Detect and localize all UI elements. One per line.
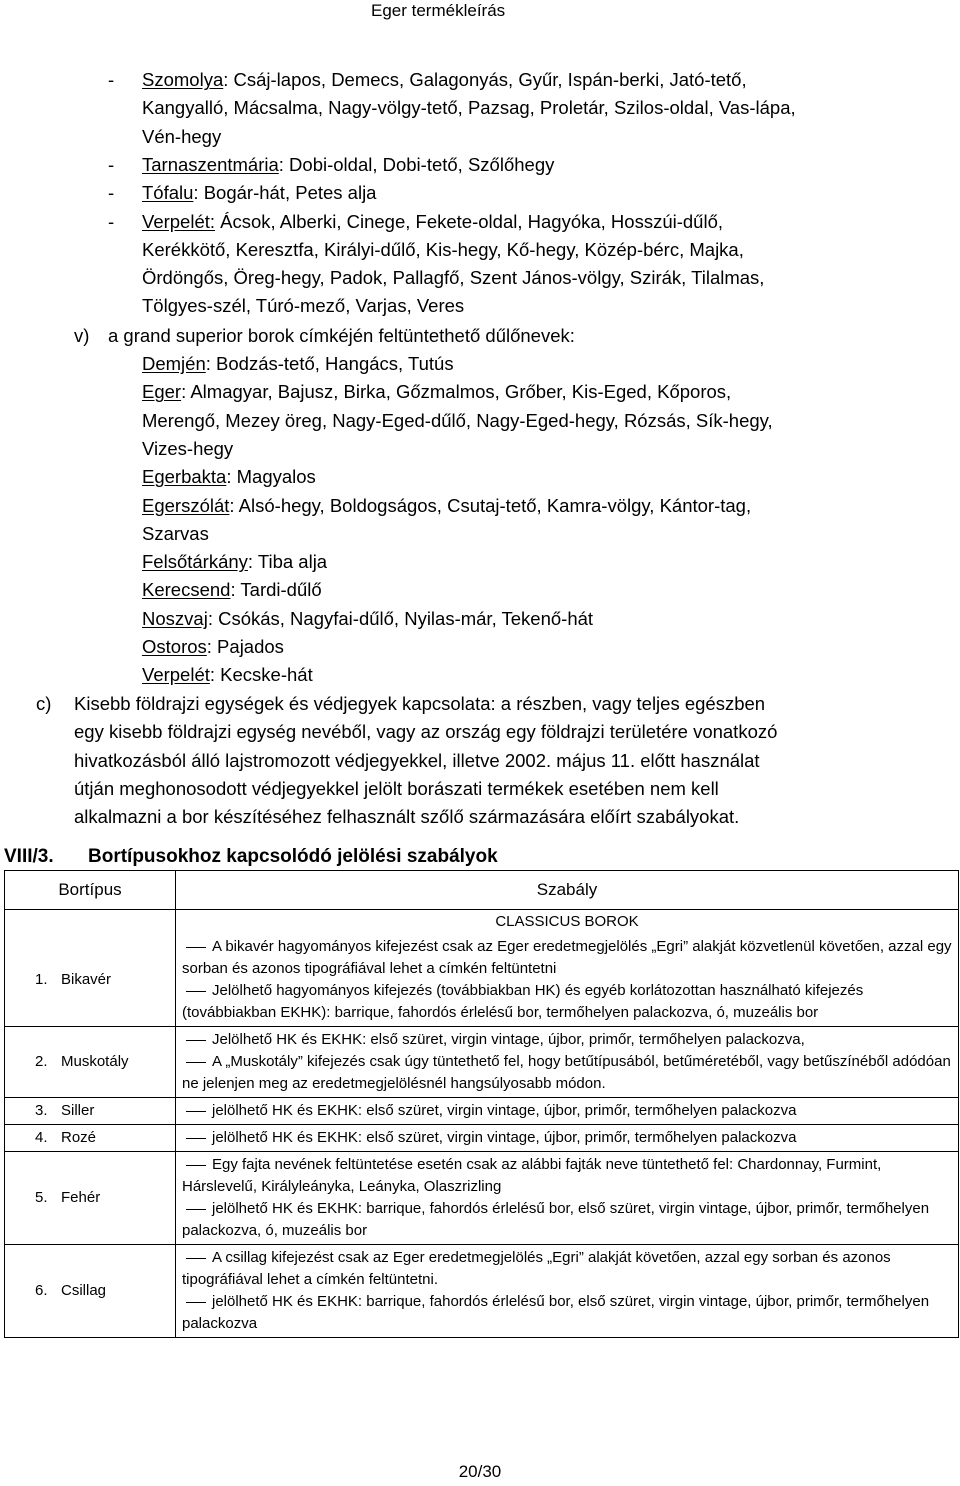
rule-text: jelölhető HK és EKHK: barrique, fahordós érlelésű bor, első szüret, virgin vintage, újbor, primőr, termőhelyen palackozva, ó, muzeális bor: [182, 1200, 930, 1239]
section-c-line: alkalmazni a bor készítéséhez felhasznált szőlő származására előírt szabályokat.: [74, 806, 740, 828]
list-line: [142, 153, 554, 177]
grand-line: [142, 578, 322, 602]
table-row: [5, 1125, 959, 1152]
wine-type-name: Fehér: [61, 1189, 101, 1206]
grand-line: [142, 352, 454, 376]
section-c-line: egy kisebb földrajzi egység nevéből, vagy az ország egy földrajzi területére vonatkozó: [74, 721, 778, 743]
list-dash: -: [108, 210, 115, 232]
dash-bullet-icon: [186, 1209, 206, 1210]
wine-type-cell: [5, 1245, 176, 1338]
rule-text: Egy fajta nevének feltüntetése esetén csak az alábbi fajták neve tüntethető fel: Chardonnay, Furmint, Hárslevelű, Királyleányka, Leányka, Olaszrizling: [182, 1156, 882, 1195]
rule-text: jelölhető HK és EKHK: első szüret, virgin vintage, újbor, primőr, termőhelyen palackozva: [212, 1129, 797, 1146]
dash-bullet-icon: [186, 1302, 206, 1303]
dash-bullet-icon: [186, 947, 206, 948]
grand-text: : Almagyar, Bajusz, Birka, Gőzmalmos, Grőber, Kis-Eged, Kőporos,: [181, 381, 732, 403]
rule-cell: [176, 1152, 959, 1245]
rule-item: [182, 1291, 952, 1335]
place-name: Kerecsend: [142, 579, 231, 601]
dash-bullet-icon: [186, 1258, 206, 1259]
list-line: [142, 294, 464, 318]
wine-type-cell: [5, 934, 176, 1027]
rule-cell: [176, 1125, 959, 1152]
grand-line: [142, 409, 773, 433]
grand-line: [142, 380, 731, 404]
grand-text: Szarvas: [142, 522, 209, 544]
list-line: [142, 210, 723, 234]
rule-item: [182, 1127, 952, 1149]
wine-type-number: 4.: [35, 1129, 48, 1146]
list-line: [142, 266, 764, 290]
dash-bullet-icon: [186, 1062, 206, 1063]
wine-type-name: Siller: [61, 1102, 95, 1119]
list-text: Tölgyes-szél, Túró-mező, Varjas, Veres: [142, 295, 465, 317]
section-title: Bortípusokhoz kapcsolódó jelölési szabályok: [88, 846, 498, 867]
list-line: [142, 68, 747, 92]
grand-line: [142, 607, 593, 631]
list-line: [142, 96, 796, 120]
list-text: Ácsok, Alberki, Cinege, Fekete-oldal, Hagyóka, Hosszúi-dűlő,: [215, 210, 723, 232]
grand-text: : Csókás, Nagyfai-dűlő, Nyilas-már, Tekenő-hát: [207, 607, 594, 629]
section-c-line: útján meghonosodott védjegyekkel jelölt borászati termékek esetében nem kell: [74, 777, 719, 799]
rule-cell: [176, 1027, 959, 1098]
wine-type-rules-table: [4, 870, 959, 1338]
wine-type-number: 5.: [35, 1189, 48, 1206]
rule-cell: [176, 1245, 959, 1338]
classicus-heading: CLASSICUS BOROK: [176, 910, 959, 935]
wine-type-number: 3.: [35, 1102, 48, 1119]
list-text: Vén-hegy: [142, 125, 222, 147]
list-line: [142, 181, 376, 205]
list-dash: -: [108, 182, 115, 204]
place-name: Felsőtárkány: [142, 551, 248, 573]
list-line: [142, 238, 744, 262]
place-name: Tarnaszentmária: [142, 153, 279, 175]
grand-text: : Kecske-hát: [209, 664, 313, 686]
wine-type-number: 2.: [35, 1053, 48, 1070]
dash-bullet-icon: [186, 1138, 206, 1139]
list-text: : Csáj-lapos, Demecs, Galagonyás, Gyűr, Ispán-berki, Jató-tető,: [223, 69, 747, 90]
section-c-label: c): [36, 693, 52, 714]
grand-line: [142, 635, 284, 659]
page-header-title: Eger termékleírás: [371, 1, 506, 20]
table-row: [5, 1152, 959, 1245]
list-text: Kangyalló, Mácsalma, Nagy-völgy-tető, Pazsag, Proletár, Szilos-oldal, Vas-lápa,: [142, 97, 796, 119]
grand-line: [142, 522, 209, 546]
dash-bullet-icon: [186, 1040, 206, 1041]
grand-text: : Tardi-dűlő: [230, 579, 322, 601]
table-row: [5, 1245, 959, 1338]
grand-line: [142, 663, 313, 687]
grand-text: Vizes-hegy: [142, 437, 234, 459]
rule-cell: [176, 934, 959, 1027]
place-name: Tófalu: [142, 182, 194, 204]
section-c-line: hivatkozásból álló lajstromozott védjegyekkel, illetve 2002. május 11. előtt használat: [74, 749, 760, 771]
table-row: [5, 1098, 959, 1125]
list-text: : Bogár-hát, Petes alja: [193, 182, 377, 204]
list-line: [142, 125, 221, 149]
wine-type-name: Bikavér: [61, 971, 112, 988]
wine-type-cell: [5, 1152, 176, 1245]
wine-type-number: 6.: [35, 1282, 48, 1299]
rule-item: [182, 980, 952, 1024]
place-name: Verpelét:: [142, 210, 216, 232]
table-row: [5, 934, 959, 1027]
wine-type-name: Rozé: [61, 1129, 97, 1146]
list-dash: -: [108, 153, 115, 175]
list-text: Kerékkötő, Keresztfa, Királyi-dűlő, Kis-hegy, Kő-hegy, Közép-bérc, Majka,: [142, 238, 744, 260]
rule-rows: [5, 934, 959, 1338]
rule-cell: [176, 1098, 959, 1125]
rule-item: [182, 1247, 952, 1291]
section-number: VIII/3.: [4, 846, 54, 867]
rule-item: [182, 1154, 952, 1198]
grand-text: : Bodzás-tető, Hangács, Tutús: [205, 353, 454, 374]
grand-text: Merengő, Mezey öreg, Nagy-Eged-dűlő, Nagy-Eged-hegy, Rózsás, Sík-hegy,: [142, 409, 773, 431]
grand-line: [142, 494, 751, 518]
rule-item: [182, 1198, 952, 1242]
column-header-szabaly: Szabály: [176, 871, 959, 910]
rule-text: A bikavér hagyományos kifejezést csak az Eger eredetmegjelölés „Egri” alakját közvetlenül követően, azzal egy sorban és azonos tipográfiával lehet a címkén feltüntetni: [182, 938, 952, 977]
wine-type-number: 1.: [35, 971, 48, 988]
place-name: Ostoros: [142, 636, 207, 657]
subsection-text: a grand superior borok címkéjén feltüntethető dűlőnevek:: [108, 325, 575, 346]
list-dash: -: [108, 69, 115, 90]
place-name: Szomolya: [142, 69, 224, 90]
section-c-line: Kisebb földrajzi egységek és védjegyek kapcsolata: a részben, vagy teljes egészben: [74, 693, 766, 714]
list-text: Ördöngős, Öreg-hegy, Padok, Pallagfő, Szent János-völgy, Szirák, Tilalmas,: [142, 267, 765, 289]
place-name: Verpelét: [142, 664, 210, 686]
wine-type-name: Csillag: [61, 1282, 107, 1299]
wine-type-cell: [5, 1027, 176, 1098]
grand-text: : Magyalos: [226, 466, 316, 488]
place-name: Noszvaj: [142, 607, 208, 629]
grand-line: [142, 465, 316, 489]
list-text: : Dobi-oldal, Dobi-tető, Szőlőhegy: [278, 153, 555, 175]
dash-bullet-icon: [186, 991, 206, 992]
grand-text: : Alsó-hegy, Boldogságos, Csutaj-tető, Kamra-völgy, Kántor-tag,: [229, 494, 752, 516]
place-name: Egerszólát: [142, 494, 230, 516]
place-name: Egerbakta: [142, 466, 227, 488]
table-row: [5, 1027, 959, 1098]
rule-text: Jelölhető HK és EKHK: első szüret, virgin vintage, újbor, primőr, termőhelyen palackozva,: [212, 1031, 805, 1048]
rule-text: A „Muskotály” kifejezés csak úgy tüntethető fel, hogy betűtípusából, betűméretéből, vagy betűszínéből adódóan ne jelenjen meg az eredetmegjelölésnél hangsúlyosabb módon.: [182, 1053, 951, 1092]
rule-item: [182, 1100, 952, 1122]
rule-text: jelölhető HK és EKHK: barrique, fahordós érlelésű bor, első szüret, virgin vintage, újbor, primőr, termőhelyen palackozva: [182, 1293, 930, 1332]
subsection-label: v): [74, 325, 90, 346]
place-name: Demjén: [142, 353, 206, 374]
wine-type-cell: [5, 1098, 176, 1125]
column-header-bortipus: Bortípus: [5, 871, 176, 910]
place-name: Eger: [142, 381, 182, 403]
rule-item: [182, 1051, 952, 1095]
rule-item: [182, 1029, 952, 1051]
wine-type-cell: [5, 1125, 176, 1152]
grand-line: [142, 550, 327, 574]
page-number: 20/30: [458, 1462, 502, 1481]
dash-bullet-icon: [186, 1165, 206, 1166]
rule-text: Jelölhető hagyományos kifejezés (továbbiakban HK) és egyéb korlátozottan használható kifejezés (továbbiakban EKHK): barrique, fahordós érlelésű bor, termőhelyen palackozva, ó, muzeális bor: [182, 982, 864, 1021]
wine-type-name: Muskotály: [61, 1053, 129, 1070]
grand-text: : Tiba alja: [247, 551, 328, 573]
grand-line: [142, 437, 233, 461]
dash-bullet-icon: [186, 1111, 206, 1112]
rule-item: [182, 936, 952, 980]
grand-text: : Pajados: [206, 636, 284, 657]
rule-text: jelölhető HK és EKHK: első szüret, virgin vintage, újbor, primőr, termőhelyen palackozva: [212, 1102, 797, 1119]
rule-text: A csillag kifejezést csak az Eger eredetmegjelölés „Egri” alakját követően, azzal egy sorban és azonos tipográfiával lehet a címkén feltüntetni.: [182, 1249, 891, 1288]
